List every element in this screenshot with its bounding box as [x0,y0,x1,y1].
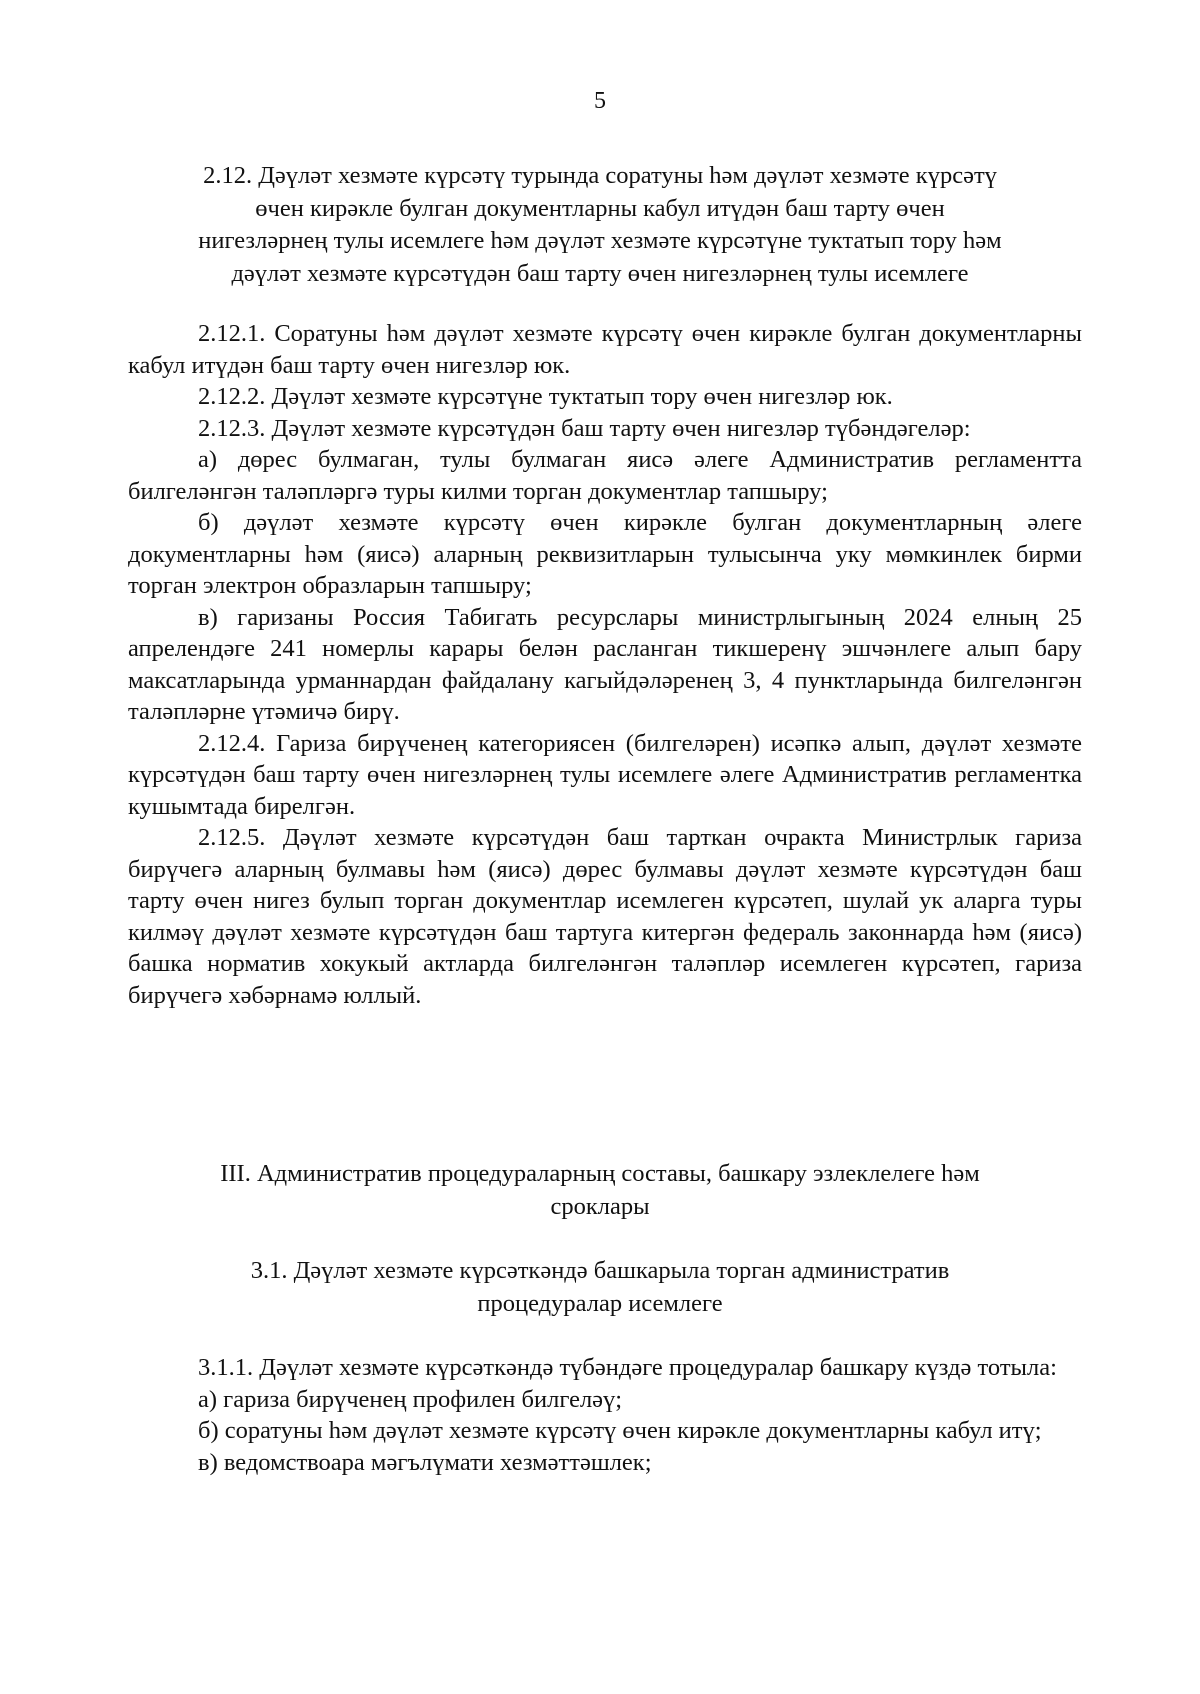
paragraph-2-12-4: 2.12.4. Гариза бирүченең категориясен (билгеләрен) исәпкә алып, дәүләт хезмәте күрсәтүдән баш тарту өчен нигезләрнең тулы исемлеге әлеге Административ регламентка кушымтада бирелгән. [128,729,1082,820]
heading-line: 2.12. Дәүләт хезмәте күрсәтү турында соратуны һәм дәүләт хезмәте күрсәтү [203,162,997,189]
paragraph-2-12-5: 2.12.5. Дәүләт хезмәте күрсәтүдән баш тарткан очракта Министрлык гариза бирүчегә аларның булмавы һәм (яисә) дөрес булмавы дәүләт хезмәте күрсәтүдән баш тарту өчен нигез булып торган документлар исемлеген күрсәтеп, шулай ук аларга туры килмәү дәүләт хезмәте күрсәтүдән баш тартуга китергән федераль законнарда һәм (яисә) башка норматив хокукый актларда билгеләнгән таләпләр исемлеген күрсәтеп, гариза бирүчегә хәбәрнамә юллый. [128,824,1082,1009]
heading-line: сроклары [550,1192,650,1220]
paragraph-item-a: а) гариза бирүченең профилен билгеләү; [198,1385,623,1413]
paragraph-item-b: б) дәүләт хезмәте күрсәтү өчен кирәкле булган документларның әлеге документларны һәм (яисә) аларның реквизитларын тулысынча уку мөмкинлек бирми торган электрон образларын тапшыру; [128,509,1082,599]
page-number: 5 [594,88,606,114]
heading-line: 3.1. Дәүләт хезмәте күрсәткәндә башкарыла торган административ [250,1257,950,1284]
paragraph-2-12-3: 2.12.3. Дәүләт хезмәте күрсәтүдән баш тарту өчен нигезләр түбәндәгеләр: [198,414,971,442]
heading-line: дәүләт хезмәте күрсәтүдән баш тарту өчен нигезләрнең тулы исемлеге [231,259,969,287]
section-heading-2-12 [118,160,1082,290]
paragraph-item-v: в) гаризаны Россия Табигать ресурслары министрлыгының 2024 елның 25 апрелендәге 241 номерлы карары белән расланган тикшеренү эшчәнлеге алып бару максатларында урманнардан файдалану кагыйдәләренең 3, 4 пунктларында билгеләнгән таләпләрне үтәмичә бирү. [128,603,1082,725]
paragraph-3-1-1: 3.1.1. Дәүләт хезмәте күрсәткәндә түбәндәге процедуралар башкару күздә тотыла: [198,1354,1057,1381]
heading-line: өчен кирәкле булган документларны кабул итүдән баш тарту өчен [255,194,945,222]
heading-line: процедуралар исемлеге [477,1289,723,1317]
paragraph-2-12-2: 2.12.2. Дәүләт хезмәте күрсәтүне туктатып тору өчен нигезләр юк. [198,383,893,410]
section-2-12-body [128,318,1082,1011]
section-3-1-body [128,1352,1082,1478]
heading-line: III. Административ процедураларның составы, башкару эзлеклелеге һәм [220,1160,980,1187]
paragraph-item-b: б) соратуны һәм дәүләт хезмәте күрсәтү өчен кирәкле документларны кабул итү; [198,1417,1042,1444]
section-heading-3-1 [118,1255,1082,1320]
paragraph-2-12-1: 2.12.1. Соратуны һәм дәүләт хезмәте күрсәтү өчен кирәкле булган документларны кабул итүдән баш тарту өчен нигезләр юк. [128,320,1082,379]
section-heading-3 [118,1158,1082,1223]
paragraph-item-a: а) дөрес булмаган, тулы булмаган яисә әлеге Административ регламентта билгеләнгән таләпләргә туры килми торган документлар тапшыру; [128,446,1082,505]
heading-line: нигезләрнең тулы исемлеге һәм дәүләт хезмәте күрсәтүне туктатып тору һәм [198,227,1002,254]
paragraph-item-v: в) ведомствоара мәгълүмати хезмәттәшлек; [198,1448,652,1476]
